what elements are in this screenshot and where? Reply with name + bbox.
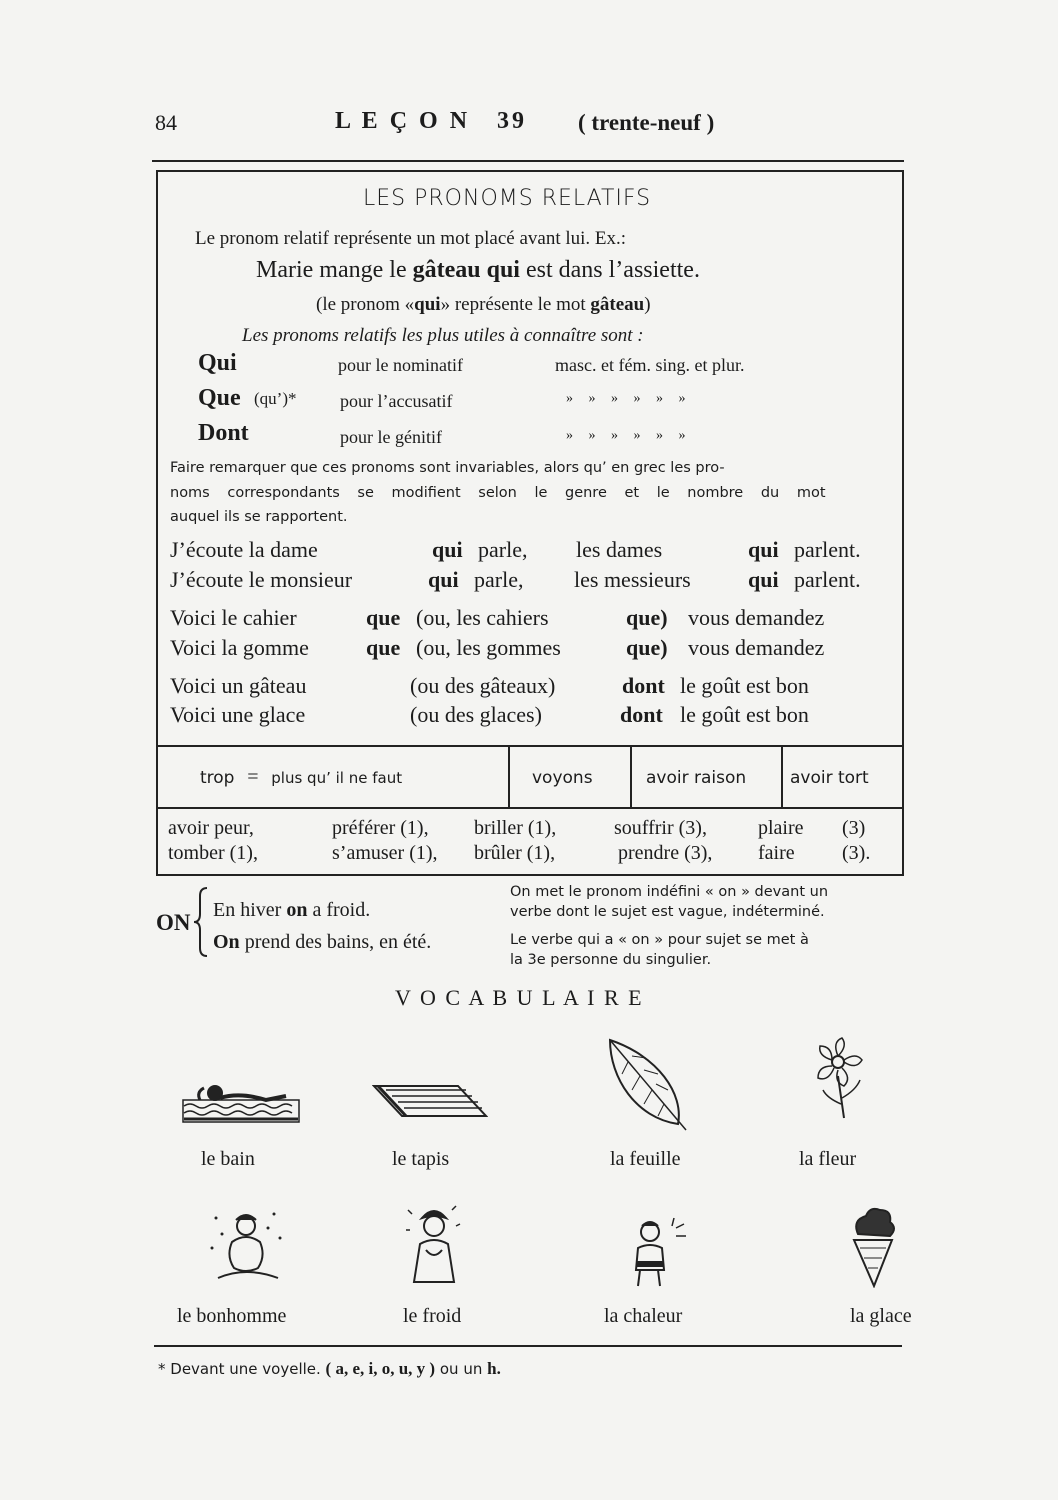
example-row: [170, 635, 900, 665]
leaf-icon: [606, 1038, 690, 1132]
on-rule-1b: verbe dont le sujet est vague, indéterminé.: [510, 904, 825, 920]
verb: faire: [758, 842, 795, 864]
example-bold-1: gâteau: [412, 257, 481, 283]
example-row: [170, 567, 900, 597]
trop-word: trop: [200, 768, 235, 788]
on-ex2-bold: On: [213, 931, 240, 953]
pronoun-row-qui: [198, 350, 858, 380]
pronoun-usage: » » » » » »: [566, 428, 692, 443]
lesson-title: [335, 108, 527, 135]
on-ex1-bold: on: [286, 899, 308, 921]
ex-e: qui: [748, 567, 779, 592]
on-example-2: [213, 931, 431, 954]
lesson-number: 39: [497, 108, 528, 134]
example-row: [170, 702, 900, 732]
on-rule-1a: On met le pronom indéfini « on » devant un: [510, 884, 829, 900]
note-line-1: Faire remarquer que ces pronoms sont invariables, alors qu’ en grec les pro-: [170, 460, 725, 476]
ex-a: J’écoute la dame: [170, 537, 318, 562]
footnote: [158, 1359, 501, 1379]
ex-e: que): [626, 605, 668, 630]
avoir-tort: avoir tort: [790, 768, 869, 788]
phrase-sep-2: [630, 745, 632, 807]
box-divider-1: [156, 745, 902, 747]
footnote-rule: [154, 1345, 902, 1347]
ex-a: Voici la gomme: [170, 635, 309, 660]
ex-f: parlent.: [794, 537, 861, 562]
ex-c: (ou des gâteaux): [410, 673, 556, 698]
trop-definition: plus qu’ il ne faut: [271, 769, 403, 787]
vocab-label: le froid: [403, 1305, 462, 1327]
ex-a: Voici une glace: [170, 702, 306, 727]
ex-e: qui: [748, 537, 779, 562]
pronoun-row-que: [198, 385, 858, 415]
footnote-h: h.: [487, 1359, 501, 1378]
ice-cream-icon: [848, 1204, 898, 1288]
ex-a: Voici un gâteau: [170, 673, 307, 698]
ex-a: Voici le cahier: [170, 605, 297, 630]
pronoun-case: pour le génitif: [340, 427, 442, 447]
pronoun-word: Qui: [198, 350, 237, 376]
example-post: est dans l’assiette.: [519, 257, 700, 283]
verb: (3).: [842, 842, 871, 864]
example-bold-2: qui: [486, 257, 520, 283]
carpet-icon: [372, 1080, 488, 1120]
on-ex2-post: prend des bains, en été.: [239, 931, 432, 953]
vocab-label: le tapis: [392, 1148, 450, 1170]
explain-bold: qui: [414, 294, 441, 315]
pronoun-case: pour le nominatif: [338, 355, 463, 375]
pronoun-word: Dont: [198, 420, 249, 446]
verb: briller (1),: [474, 817, 557, 839]
phrase-sep-3: [781, 745, 783, 807]
pronoms-title: LES PRONOMS RELATIFS: [363, 186, 652, 211]
pronoun-usage: masc. et fém. sing. et plur.: [555, 355, 745, 375]
pronoun-word: Que: [198, 385, 241, 411]
swimmer-icon: [182, 1078, 300, 1124]
header-rule: [152, 160, 904, 162]
voyons: voyons: [532, 768, 593, 788]
ex-b: qui: [428, 567, 459, 592]
verb: préférer (1),: [332, 817, 429, 839]
example-explanation: [316, 294, 651, 316]
on-label: ON: [156, 910, 191, 935]
vocab-label: le bain: [201, 1148, 255, 1170]
footnote-pre: * Devant une voyelle.: [158, 1360, 326, 1378]
flower-icon: [810, 1036, 870, 1120]
pronoun-row-dont: [198, 420, 858, 450]
verb: tomber (1),: [168, 842, 258, 864]
lesson-word: L E Ç O N: [335, 108, 471, 134]
ex-b: que: [366, 605, 401, 630]
vocab-label: la chaleur: [604, 1305, 683, 1327]
pronoun-extra: (qu’)*: [254, 389, 297, 408]
vocab-label: la fleur: [799, 1148, 857, 1170]
explain-pre: (le pronom «: [316, 294, 415, 315]
verb: avoir peur,: [168, 817, 254, 839]
ex-f: vous demandez: [688, 605, 825, 630]
ex-b: qui: [432, 537, 463, 562]
verb: souffrir (3),: [614, 817, 707, 839]
ex-c: (ou des glaces): [410, 702, 542, 727]
footnote-post: ou un: [435, 1360, 488, 1378]
note-line-3: auquel ils se rapportent.: [170, 509, 348, 525]
brace-icon: [193, 886, 209, 958]
vocab-label: le bonhomme: [177, 1305, 287, 1327]
ex-e: que): [626, 635, 668, 660]
ex-c: parle,: [478, 537, 528, 562]
note-line-2: noms correspondants se modifient selon le genre et le nombre du mot: [170, 485, 826, 501]
on-ex1-post: a froid.: [307, 899, 371, 921]
page-number: 84: [155, 110, 177, 135]
avoir-raison: avoir raison: [646, 768, 747, 788]
lesson-words: ( trente-neuf ): [578, 110, 715, 135]
box-divider-2: [156, 807, 902, 809]
ex-f: vous demandez: [688, 635, 825, 660]
hot-child-icon: [624, 1214, 694, 1288]
vocab-label: la glace: [850, 1305, 912, 1327]
ex-d: les dames: [576, 537, 663, 562]
equals-sign: =: [247, 766, 259, 788]
verbs-row-2: [168, 842, 888, 870]
cold-child-icon: [402, 1200, 466, 1286]
ex-b: que: [366, 635, 401, 660]
explain-post: ): [644, 294, 651, 315]
verbs-row-1: [168, 817, 888, 845]
example-row: [170, 605, 900, 635]
verb: prendre (3),: [618, 842, 713, 864]
ex-c: (ou, les cahiers: [416, 605, 549, 630]
verb: (3): [842, 817, 866, 839]
trop-phrase: [200, 766, 402, 789]
on-example-1: [213, 899, 370, 922]
example-row: [170, 673, 900, 703]
ex-f: parlent.: [794, 567, 861, 592]
pronoms-intro: Le pronom relatif représente un mot placé avant lui. Ex.:: [195, 228, 627, 249]
snowman-icon: [208, 1208, 288, 1286]
vocabulaire-title: V O C A B U L A I R E: [395, 985, 644, 1010]
ex-c: (ou, les gommes: [416, 635, 561, 660]
verb: brûler (1),: [474, 842, 556, 864]
on-rule-2b: la 3e personne du singulier.: [510, 952, 712, 968]
explain-bold-2: gâteau: [590, 294, 645, 315]
ex-d: les messieurs: [574, 567, 691, 592]
ex-f: le goût est bon: [680, 673, 809, 698]
pronoun-usage: » » » » » »: [566, 391, 692, 406]
verb: plaire: [758, 817, 804, 839]
list-heading: Les pronoms relatifs les plus utiles à connaître sont :: [242, 325, 644, 346]
footnote-vowels: ( a, e, i, o, u, y ): [325, 1359, 436, 1378]
on-rule-2a: Le verbe qui a « on » pour sujet se met à: [510, 932, 809, 948]
verb: s’amuser (1),: [332, 842, 438, 864]
example-row: [170, 537, 900, 567]
example-pre: Marie mange le: [256, 257, 413, 283]
vocab-label: la feuille: [610, 1148, 681, 1170]
ex-a: J’écoute le monsieur: [170, 567, 353, 592]
explain-mid: » représente le mot: [440, 294, 591, 315]
ex-e: dont: [620, 702, 663, 727]
pronoun-case: pour l’accusatif: [340, 391, 453, 411]
ex-e: dont: [622, 673, 665, 698]
example-sentence: [256, 257, 700, 284]
on-ex1-pre: En hiver: [213, 899, 287, 921]
phrase-sep-1: [508, 745, 510, 807]
ex-f: le goût est bon: [680, 702, 809, 727]
ex-c: parle,: [474, 567, 524, 592]
